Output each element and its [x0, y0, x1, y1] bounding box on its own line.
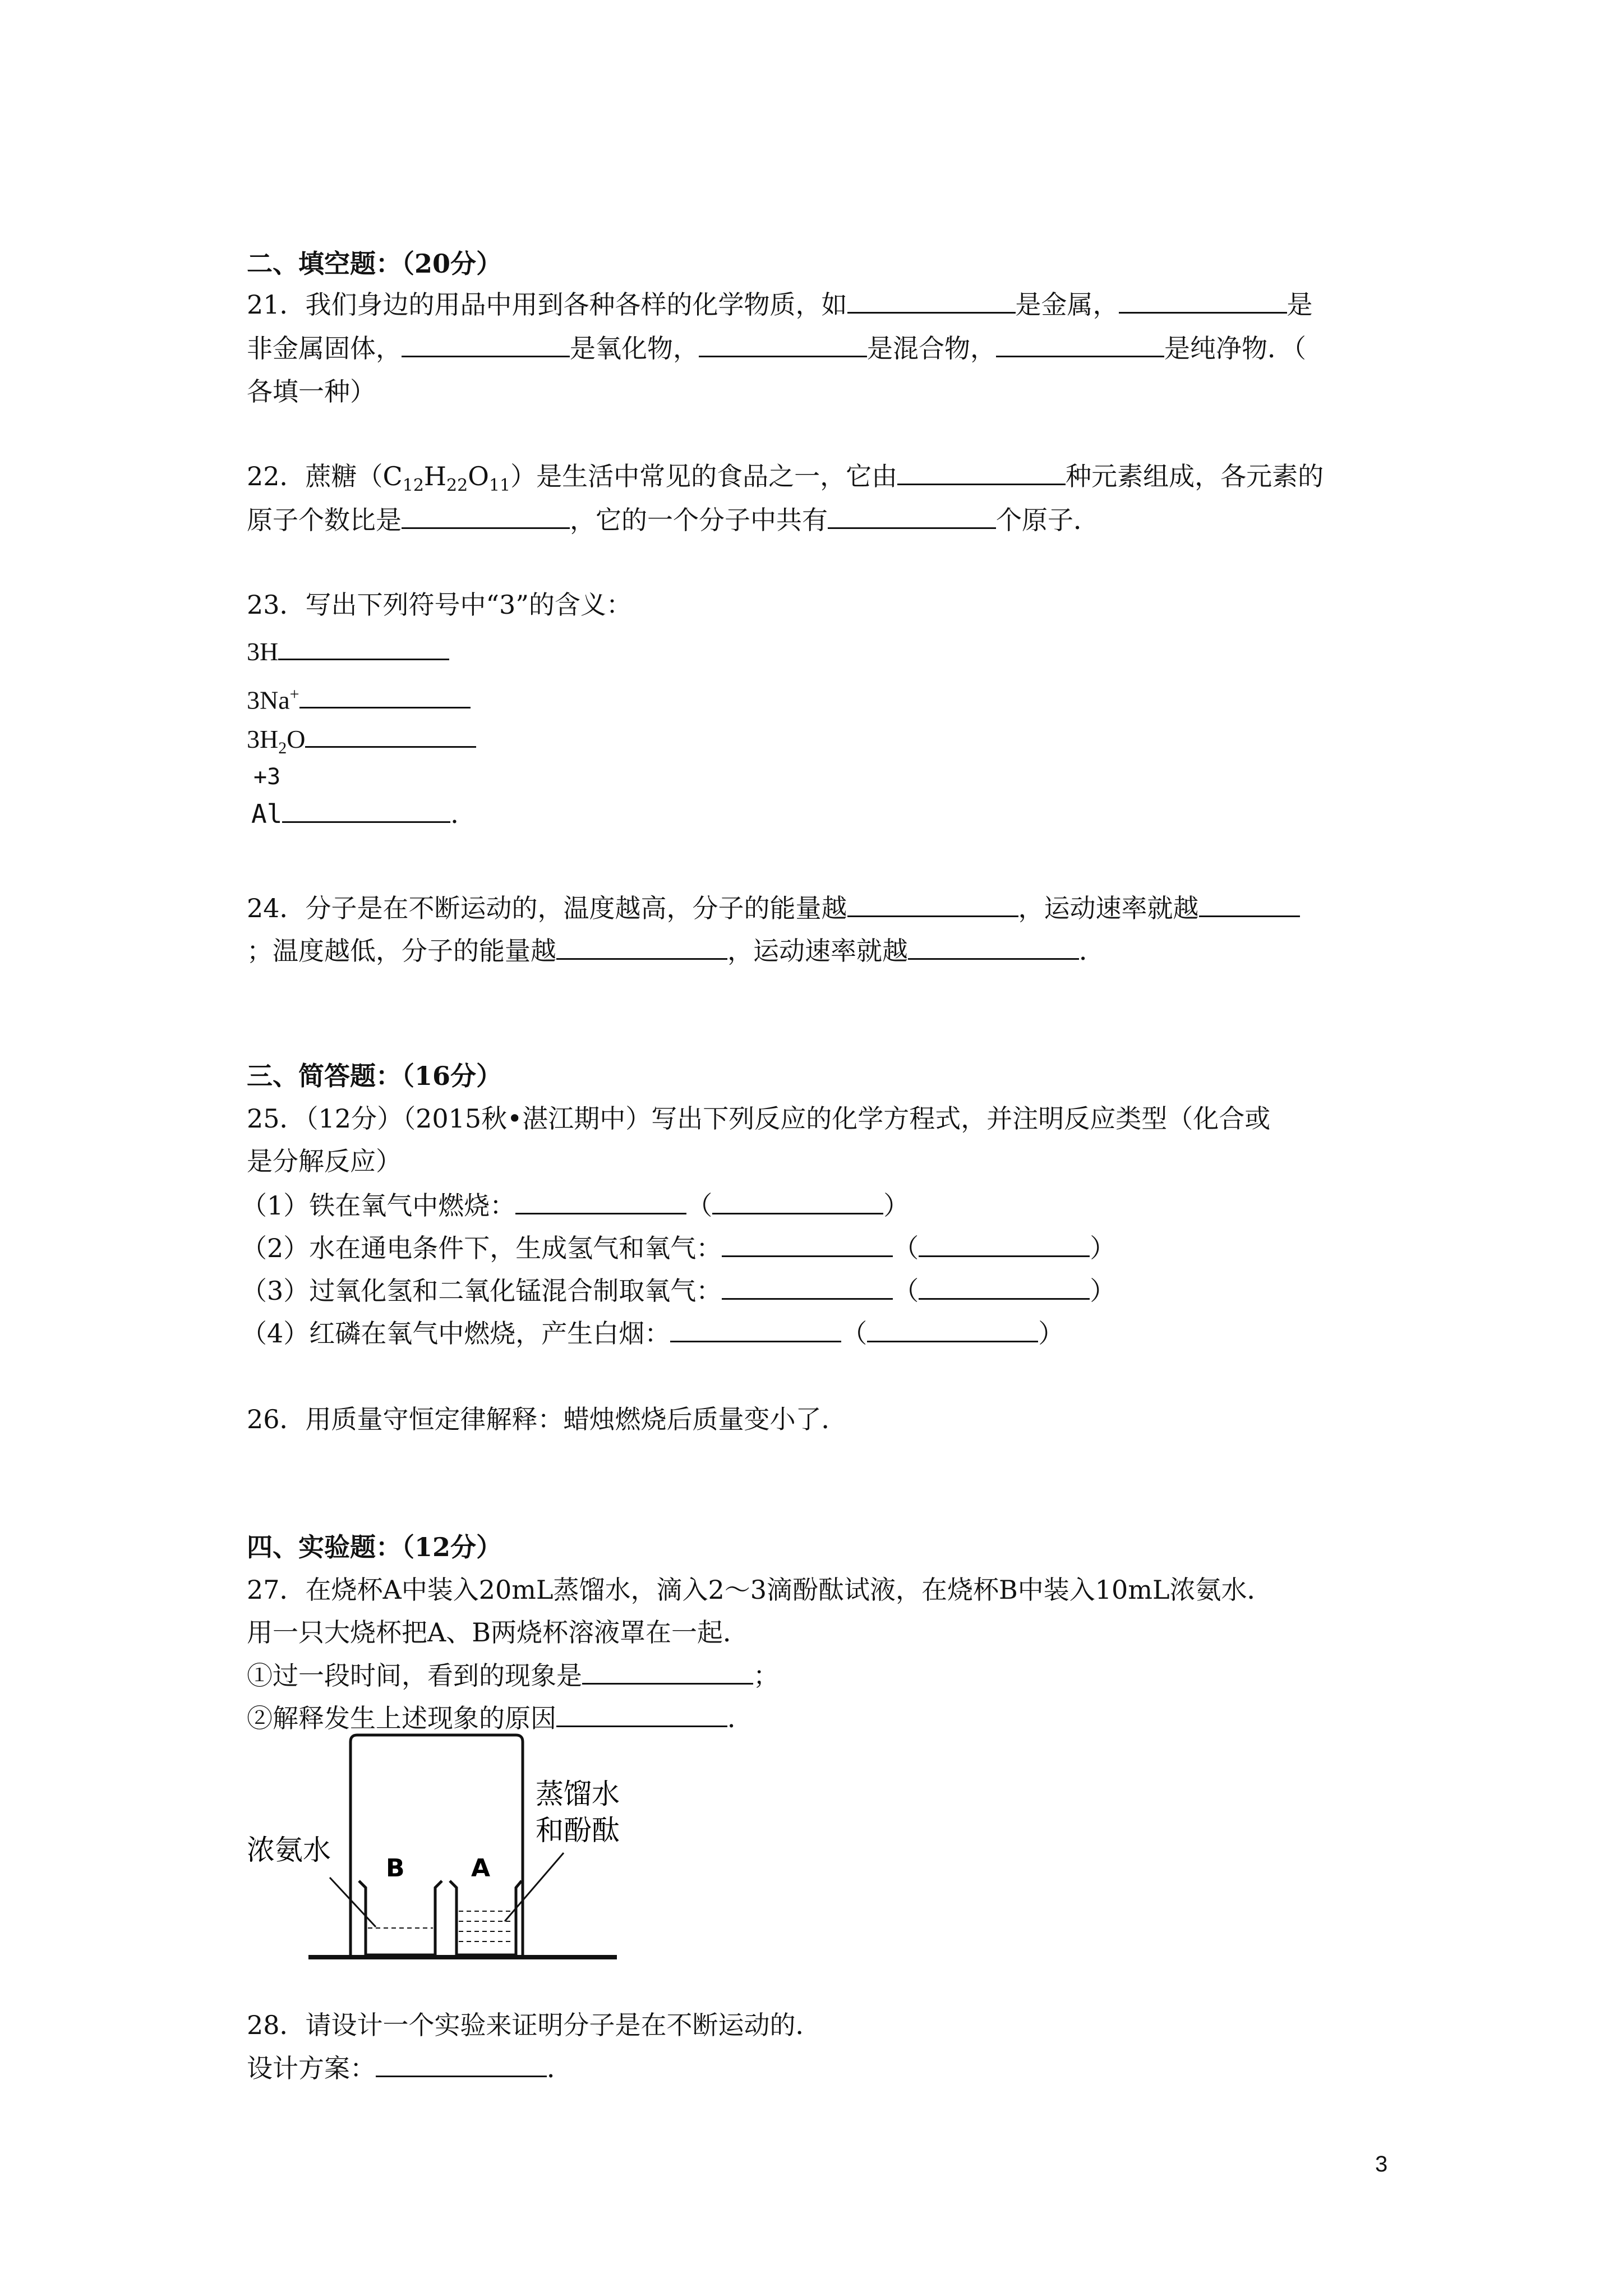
answer-blank[interactable]: [712, 1188, 883, 1214]
label-water: 蒸馏水: [536, 1778, 620, 1810]
q27-line-3: ①过一段时间，看到的现象是 ；: [247, 1658, 779, 1692]
answer-blank[interactable]: [847, 287, 1016, 314]
answer-blank[interactable]: [278, 634, 449, 660]
q25-item-1: （1）铁在氧气中燃烧： （ ）: [241, 1188, 909, 1222]
answer-blank[interactable]: [556, 1701, 727, 1727]
section-4-title: 四、实验题：（12分）: [247, 1532, 502, 1562]
q22-line-2: 原子个数比是 ，它的一个分子中共有 个原子．: [247, 503, 1099, 537]
q28-line-2: 设计方案： ．: [247, 2051, 573, 2085]
answer-blank[interactable]: [828, 503, 996, 529]
q25-line-1: 25．（12分）（2015秋•湛江期中）写出下列反应的化学方程式，并注明反应类型（化合或: [247, 1103, 1271, 1134]
q23-symbol-3h: 3H: [247, 634, 449, 669]
answer-blank[interactable]: [897, 459, 1066, 485]
answer-blank[interactable]: [996, 331, 1164, 357]
beaker-b: [359, 1881, 442, 1955]
answer-blank[interactable]: [402, 503, 570, 529]
answer-blank[interactable]: [582, 1658, 753, 1685]
beaker-a: [450, 1881, 522, 1955]
q25-item-2: （2）水在通电条件下，生成氢气和氧气： （ ）: [241, 1231, 1115, 1265]
answer-blank[interactable]: [847, 891, 1018, 917]
pointer-line-right: [505, 1853, 564, 1921]
q27-line-2: 用一只大烧杯把A、B两烧杯溶液罩在一起．: [247, 1617, 749, 1648]
q23-symbol-3na: 3Na+: [247, 678, 471, 717]
answer-blank[interactable]: [722, 1231, 893, 1257]
q24-line-1: 24．分子是在不断运动的，温度越高，分子的能量越 ，运动速率就越: [247, 891, 1300, 925]
label-b: B: [386, 1854, 405, 1883]
answer-blank[interactable]: [402, 331, 570, 357]
q21-line-1: 21．我们身边的用品中用到各种各样的化学物质，如 是金属， 是: [247, 287, 1313, 321]
section-2-title: 二、填空题：（20分）: [247, 249, 502, 279]
q21-line-3: 各填一种）: [247, 376, 376, 407]
q21-line-2: 非金属固体， 是氧化物， 是混合物， 是纯净物．（: [247, 331, 1306, 365]
q25-item-3: （3）过氧化氢和二氧化锰混合制取氧气： （ ）: [241, 1273, 1115, 1308]
q27-line-4: ②解释发生上述现象的原因 ．: [247, 1701, 753, 1735]
answer-blank[interactable]: [376, 2051, 547, 2077]
section-3-title: 三、简答题：（16分）: [247, 1061, 502, 1091]
q26-text: 26．用质量守恒定律解释：蜡烛燃烧后质量变小了．: [247, 1404, 847, 1434]
answer-blank[interactable]: [1119, 287, 1287, 314]
q22-line-1: 22．蔗糖$(C_{12}H_{22}O_{11})$是生活中常见的食品之一，它由 种元素组成，各元素的: [247, 459, 1324, 503]
q25-line-2: 是分解反应）: [247, 1146, 402, 1176]
q23-title: 23．写出下列符号中“3”的含义：: [247, 590, 632, 620]
answer-blank[interactable]: [305, 721, 476, 748]
q23-symbol-3h2o: $3H_2O$: [247, 721, 476, 765]
beaker-diagram: [241, 1731, 623, 1966]
answer-blank[interactable]: [556, 933, 727, 960]
answer-blank[interactable]: [908, 933, 1079, 960]
q27-line-1: 27．在烧杯A中装入20mL蒸馏水，滴入2～3滴酚酞试液，在烧杯B中装入10mL浓氨水．: [247, 1575, 1273, 1605]
q24-line-2: ；温度越低，分子的能量越 ，运动速率就越 ．: [247, 933, 1105, 968]
answer-blank[interactable]: [722, 1273, 893, 1300]
label-ammonia: 浓氨水: [247, 1834, 331, 1866]
label-a: A: [471, 1854, 491, 1883]
answer-blank[interactable]: [699, 331, 867, 357]
answer-blank[interactable]: [919, 1231, 1090, 1257]
answer-blank[interactable]: [670, 1316, 841, 1342]
pointer-line-left: [330, 1878, 376, 1927]
q28-line-1: 28．请设计一个实验来证明分子是在不断运动的．: [247, 2010, 822, 2040]
q25-item-4: （4）红磷在氧气中燃烧，产生白烟： （ ）: [241, 1316, 1064, 1350]
answer-blank[interactable]: [515, 1188, 686, 1214]
answer-blank[interactable]: [1199, 891, 1300, 917]
answer-blank[interactable]: [919, 1273, 1090, 1300]
answer-blank[interactable]: [867, 1316, 1038, 1342]
page-number: 3: [1375, 2152, 1388, 2177]
q23-symbol-al: Al ．: [251, 799, 477, 829]
label-phenolphthalein: 和酚酞: [536, 1814, 620, 1847]
q23-oxidation-state: +3: [253, 764, 281, 790]
answer-blank[interactable]: [282, 799, 450, 823]
answer-blank[interactable]: [299, 682, 471, 708]
